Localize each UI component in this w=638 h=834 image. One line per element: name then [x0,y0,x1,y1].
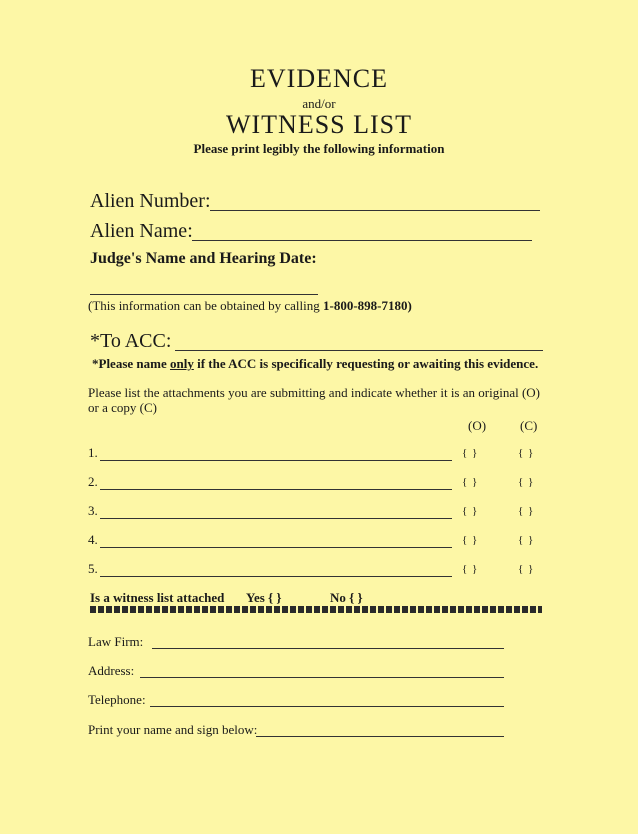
original-checkbox[interactable]: { } [462,563,479,575]
address-field[interactable] [140,677,504,678]
print-instruction: Please print legibly the following information [193,141,445,156]
judge-hearing-field[interactable] [90,294,318,295]
attachment-number: 3. [88,503,98,518]
witness-no-checkbox[interactable]: No { } [330,590,363,605]
telephone-label: Telephone: [88,692,146,707]
alien-name-label: Alien Name: [90,220,193,242]
original-checkbox[interactable]: { } [462,447,479,459]
attachment-field[interactable] [100,576,452,577]
attachment-field[interactable] [100,489,452,490]
witness-yes-checkbox[interactable]: Yes { } [246,590,282,605]
signature-field[interactable] [256,736,504,737]
to-acc-label: *To ACC: [90,330,172,352]
section-divider [90,606,542,613]
attachment-number: 1. [88,445,98,460]
acc-note-post: if the ACC is specifically requesting or awaiting this evidence. [193,356,539,371]
phone-number: 1-800-898-7180) [323,298,412,313]
title-witness-list: WITNESS LIST [225,110,413,139]
address-label: Address: [88,663,135,678]
column-original: (O) [468,418,487,433]
acc-note [92,356,538,372]
attachment-number: 5. [88,561,98,576]
copy-checkbox[interactable]: { } [518,447,535,459]
original-checkbox[interactable]: { } [462,476,479,488]
law-firm-field[interactable] [152,648,504,649]
attachments-instruction: Please list the attachments you are submitting and indicate whether it is an original (O) or a copy (C) [88,385,540,415]
alien-name-field[interactable] [192,240,532,241]
telephone-field[interactable] [150,706,504,707]
copy-checkbox[interactable]: { } [518,563,535,575]
alien-number-label: Alien Number: [90,190,211,212]
phone-note-text: (This information can be obtained by calling [88,298,324,313]
title-evidence: EVIDENCE [250,64,388,93]
copy-checkbox[interactable]: { } [518,505,535,517]
title-conjunction: and/or [302,96,336,111]
attachment-number: 4. [88,532,98,547]
acc-note-pre: *Please name [92,356,170,371]
judge-hearing-label: Judge's Name and Hearing Date: [90,250,317,267]
attachment-field[interactable] [100,518,452,519]
attachment-field[interactable] [100,460,452,461]
copy-checkbox[interactable]: { } [518,476,535,488]
to-acc-field[interactable] [175,350,543,351]
copy-checkbox[interactable]: { } [518,534,535,546]
witness-question: Is a witness list attached [90,590,225,605]
original-checkbox[interactable]: { } [462,505,479,517]
acc-note-only: only [169,356,194,371]
law-firm-label: Law Firm: [88,634,144,649]
info-phone-note [88,298,412,314]
original-checkbox[interactable]: { } [462,534,479,546]
attachment-field[interactable] [100,547,452,548]
column-copy: (C) [520,418,538,433]
attachment-number: 2. [88,474,98,489]
signature-label: Print your name and sign below: [88,722,258,737]
alien-number-field[interactable] [210,210,540,211]
